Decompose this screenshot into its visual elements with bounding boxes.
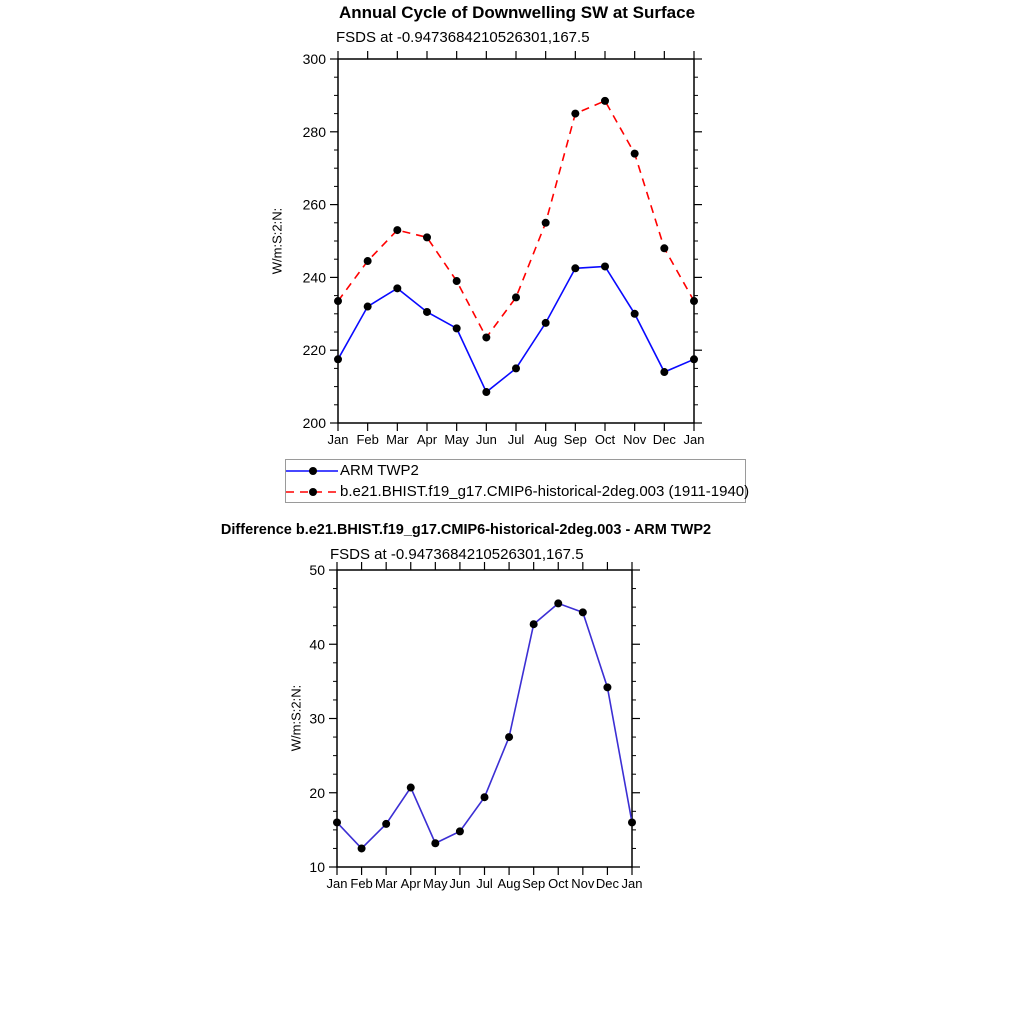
y-axis-tick-label: 280: [302, 123, 326, 140]
data-point-marker: [628, 818, 636, 826]
data-point-marker: [631, 150, 639, 158]
data-point-marker: [505, 733, 513, 741]
data-point-marker: [431, 839, 439, 847]
y-axis-tick-label: 240: [302, 269, 326, 286]
data-point-marker: [579, 608, 587, 616]
y-axis-tick-label: 20: [309, 784, 325, 801]
data-point-marker: [601, 262, 609, 270]
data-point-marker: [453, 324, 461, 332]
data-point-marker: [601, 97, 609, 105]
data-point-marker: [512, 293, 520, 301]
data-point-marker: [690, 297, 698, 305]
x-axis-tick-label: Apr: [400, 876, 421, 891]
data-point-marker: [631, 310, 639, 318]
y-axis-tick-label: 40: [309, 636, 325, 653]
data-point-marker: [554, 599, 562, 607]
top-chart-y-axis-label: W/m:S:2:N:: [269, 207, 285, 275]
x-axis-tick-label: Mar: [374, 876, 398, 891]
data-point-marker: [393, 226, 401, 234]
y-axis-tick-label: 300: [302, 51, 326, 67]
top-chart-title: Annual Cycle of Downwelling SW at Surface: [338, 3, 696, 22]
x-axis-tick-label: Nov: [571, 876, 595, 891]
data-point-marker: [690, 355, 698, 363]
top-chart-subtitle: FSDS at -0.9473684210526301,167.5: [336, 29, 590, 46]
data-point-marker: [571, 110, 579, 118]
data-point-marker: [358, 844, 366, 852]
data-point-marker: [364, 303, 372, 311]
x-axis-tick-label: Mar: [386, 432, 409, 447]
data-point-marker: [333, 818, 341, 826]
x-axis-tick-label: Aug: [534, 432, 558, 447]
y-axis-tick-label: 260: [302, 196, 326, 213]
x-axis-tick-label: Oct: [548, 876, 569, 891]
data-point-marker: [482, 333, 490, 341]
bottom-chart-subtitle: FSDS at -0.9473684210526301,167.5: [330, 546, 584, 563]
x-axis-tick-label: Feb: [350, 876, 373, 891]
data-point-marker: [334, 297, 342, 305]
bottom-chart-y-axis-label: W/m:S:2:N:: [288, 684, 304, 752]
data-point-marker: [453, 277, 461, 285]
y-axis-tick-label: 50: [309, 562, 325, 578]
data-point-marker: [364, 257, 372, 265]
data-point-marker: [512, 364, 520, 372]
legend-label: b.e21.BHIST.f19_g17.CMIP6-historical-2deg.003 (1911-1940): [340, 483, 750, 500]
x-axis-tick-label: Dec: [595, 876, 619, 891]
legend-entry-arm-twp2: [286, 460, 745, 481]
x-axis-tick-label: Apr: [416, 432, 438, 447]
data-point-marker: [423, 308, 431, 316]
x-axis-tick-label: Jun: [449, 876, 471, 891]
legend-marker-dot: [309, 467, 317, 475]
x-axis-tick-label: Jul: [476, 876, 493, 891]
x-axis-tick-label: Feb: [356, 432, 379, 447]
data-point-marker: [542, 319, 550, 327]
series-line-0: [338, 266, 694, 392]
bottom-chart-title: Difference b.e21.BHIST.f19_g17.CMIP6-historical-2deg.003 - ARM TWP2: [220, 522, 712, 538]
data-point-marker: [393, 284, 401, 292]
x-axis-tick-label: Jan: [326, 876, 348, 891]
x-axis-tick-label: Dec: [652, 432, 676, 447]
x-axis-tick-label: Sep: [563, 432, 587, 447]
legend-solid-line-sample-icon: [286, 466, 338, 476]
data-point-marker: [407, 784, 415, 792]
data-point-marker: [481, 793, 489, 801]
y-axis-tick-label: 220: [302, 342, 326, 359]
x-axis-tick-label: Jan: [327, 432, 349, 447]
data-point-marker: [542, 219, 550, 227]
data-point-marker: [423, 233, 431, 241]
legend-label: ARM TWP2: [340, 462, 419, 479]
data-point-marker: [660, 244, 668, 252]
x-axis-tick-label: Jan: [683, 432, 705, 447]
x-axis-tick-label: Nov: [623, 432, 647, 447]
data-point-marker: [334, 355, 342, 363]
data-point-marker: [482, 388, 490, 396]
data-point-marker: [456, 827, 464, 835]
legend-entry-model: [286, 481, 750, 502]
series-line-0: [337, 603, 632, 848]
data-point-marker: [530, 620, 538, 628]
legend-box: [285, 459, 750, 503]
x-axis-tick-label: May: [444, 432, 469, 447]
series-line-1: [338, 101, 694, 338]
x-axis-tick-label: Jun: [475, 432, 497, 447]
y-axis-tick-label: 10: [309, 859, 325, 875]
data-point-marker: [571, 264, 579, 272]
y-axis-tick-label: 200: [302, 415, 326, 431]
x-axis-tick-label: Aug: [497, 876, 521, 891]
axis-frame: [337, 570, 632, 867]
data-point-marker: [603, 683, 611, 691]
data-point-marker: [660, 368, 668, 376]
legend-dashed-line-sample-icon: [286, 487, 338, 497]
data-point-marker: [382, 820, 390, 828]
x-axis-tick-label: Oct: [594, 432, 616, 447]
x-axis-tick-label: May: [423, 876, 448, 891]
x-axis-tick-label: Jan: [621, 876, 643, 891]
legend-marker-dot: [309, 488, 317, 496]
x-axis-tick-label: Jul: [507, 432, 525, 447]
y-axis-tick-label: 30: [309, 710, 325, 727]
x-axis-tick-label: Sep: [522, 876, 546, 891]
